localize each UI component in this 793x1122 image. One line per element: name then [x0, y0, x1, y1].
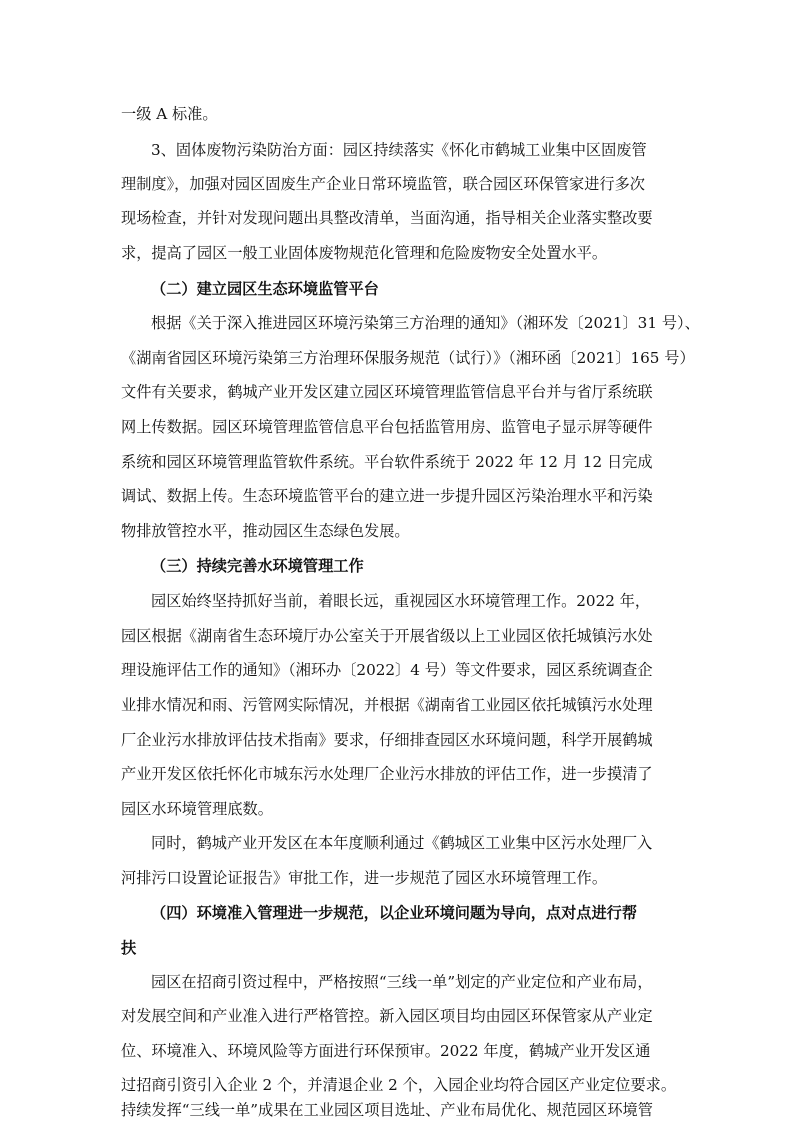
text-line: 过招商引资引入企业 2 个，并清退企业 2 个，入园企业均符合园区产业定位要求。 [121, 1076, 677, 1094]
text-line: 理设施评估工作的通知》（湘环办〔2022〕4 号）等文件要求，园区系统调查企 [121, 661, 653, 679]
text-line: 河排污口设置论证报告》审批工作，进一步规范了园区水环境管理工作。 [121, 869, 607, 887]
text-line: 3、固体废物污染防治方面：园区持续落实《怀化市鹤城工业集中区固废管 [151, 141, 647, 159]
text-line: 园区水环境管理底数。 [121, 800, 273, 818]
text-line: 求，提高了园区一般工业固体废物规范化管理和危险废物安全处置水平。 [121, 244, 607, 262]
section-heading-2: （二）建立园区生态环境监管平台 [151, 280, 379, 298]
text-line: 系统和园区环境管理监管软件系统。平台软件系统于 2022 年 12 月 12 日完成 [121, 453, 653, 471]
text-line: 物排放管控水平，推动园区生态绿色发展。 [121, 522, 410, 540]
text-line: 一级 A 标准。 [121, 105, 218, 123]
text-line: 同时，鹤城产业开发区在本年度顺利通过《鹤城区工业集中区污水处理厂入 [151, 834, 653, 852]
text-line: 理制度》，加强对园区固废生产企业日常环境监管，联合园区环保管家进行多次 [121, 175, 645, 193]
text-line: 《湖南省园区环境污染第三方治理环保服务规范（试行）》（湘环函〔2021〕165 号） [121, 349, 695, 367]
text-line: 持续发挥“三线一单”成果在工业园区项目选址、产业布局优化、规范园区环境管 [121, 1101, 653, 1119]
section-heading-4: （四）环境准入管理进一步规范，以企业环境问题为导向，点对点进行帮 [151, 904, 637, 922]
text-line: 园区始终坚持抓好当前，着眼长远，重视园区水环境管理工作。2022 年， [151, 592, 651, 610]
text-line: 业排水情况和雨、污管网实际情况，并根据《湖南省工业园区依托城镇污水处理 [121, 696, 653, 714]
text-line: 位、环境准入、环境风险等方面进行环保预审。2022 年度，鹤城产业开发区通 [121, 1042, 651, 1060]
text-line: 文件有关要求，鹤城产业开发区建立园区环境管理监管信息平台并与省厅系统联 [121, 383, 653, 401]
text-line: 根据《关于深入推进园区环境污染第三方治理的通知》（湘环发〔2021〕31 号）、 [151, 314, 700, 332]
text-line: 调试、数据上传。生态环境监管平台的建立进一步提升园区污染治理水平和污染 [121, 487, 653, 505]
text-line: 现场检查，并针对发现问题出具整改清单，当面沟通，指导相关企业落实整改要 [121, 209, 653, 227]
text-line: 网上传数据。园区环境管理监管信息平台包括监管用房、监管电子显示屏等硬件 [121, 418, 653, 436]
text-line: 厂企业污水排放评估技术指南》要求，仔细排查园区水环境问题，科学开展鹤城 [121, 731, 653, 749]
text-line: 园区在招商引资过程中，严格按照“三线一单”划定的产业定位和产业布局， [151, 973, 653, 991]
text-line: 产业开发区依托怀化市城东污水处理厂企业污水排放的评估工作，进一步摸清了 [121, 765, 653, 783]
text-line: 园区根据《湖南省生态环境厅办公室关于开展省级以上工业园区依托城镇污水处 [121, 627, 653, 645]
section-heading-4-continued: 扶 [121, 939, 137, 957]
text-line: 对发展空间和产业准入进行严格管控。新入园区项目均由园区环保管家从产业定 [121, 1007, 653, 1025]
section-heading-3: （三）持续完善水环境管理工作 [151, 557, 364, 575]
